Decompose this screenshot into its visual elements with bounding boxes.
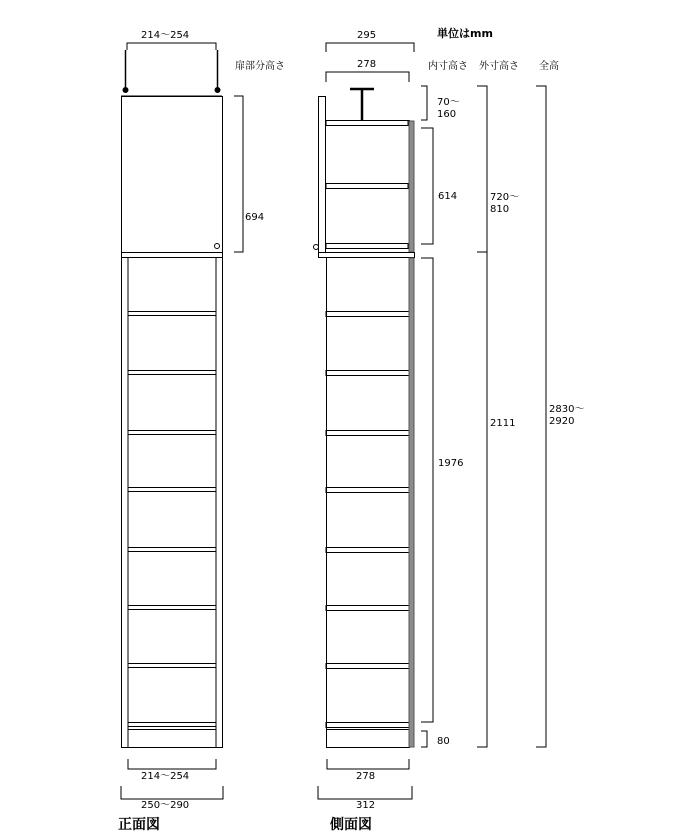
lower-outer-height-label: 2111	[490, 418, 516, 429]
upper-outer-height-label: 720〜 810	[490, 192, 520, 215]
inner-height-header: 内寸高さ	[428, 61, 468, 72]
upper-inner-height-label: 614	[438, 191, 458, 202]
top-gap-label: 70〜 160	[437, 97, 460, 120]
total-height-label: 2830〜 2920	[549, 404, 585, 427]
side-view-drawing	[314, 43, 415, 799]
total-height-header: 全高	[539, 61, 559, 72]
front-top-width-label: 214〜254	[141, 30, 190, 41]
side-bottom-inner-depth-label: 278	[356, 771, 376, 782]
side-view-title: 側面図	[330, 817, 372, 833]
front-view-drawing	[121, 43, 243, 799]
side-top-inner-depth-label: 278	[357, 59, 377, 70]
front-bottom-outer-width-label: 250〜290	[141, 800, 190, 811]
door-height-header: 扉部分高さ	[235, 61, 285, 72]
door-height-label: 694	[245, 212, 265, 223]
plinth-height-label: 80	[437, 736, 450, 747]
height-dimension-lines	[421, 86, 546, 747]
lower-inner-height-label: 1976	[438, 458, 464, 469]
side-bottom-outer-depth-label: 312	[356, 800, 376, 811]
front-view-title: 正面図	[118, 817, 160, 833]
outer-height-header: 外寸高さ	[479, 61, 519, 72]
front-bottom-inner-width-label: 214〜254	[141, 771, 190, 782]
side-top-outer-depth-label: 295	[357, 30, 377, 41]
unit-note: 単位はmm	[437, 27, 493, 40]
